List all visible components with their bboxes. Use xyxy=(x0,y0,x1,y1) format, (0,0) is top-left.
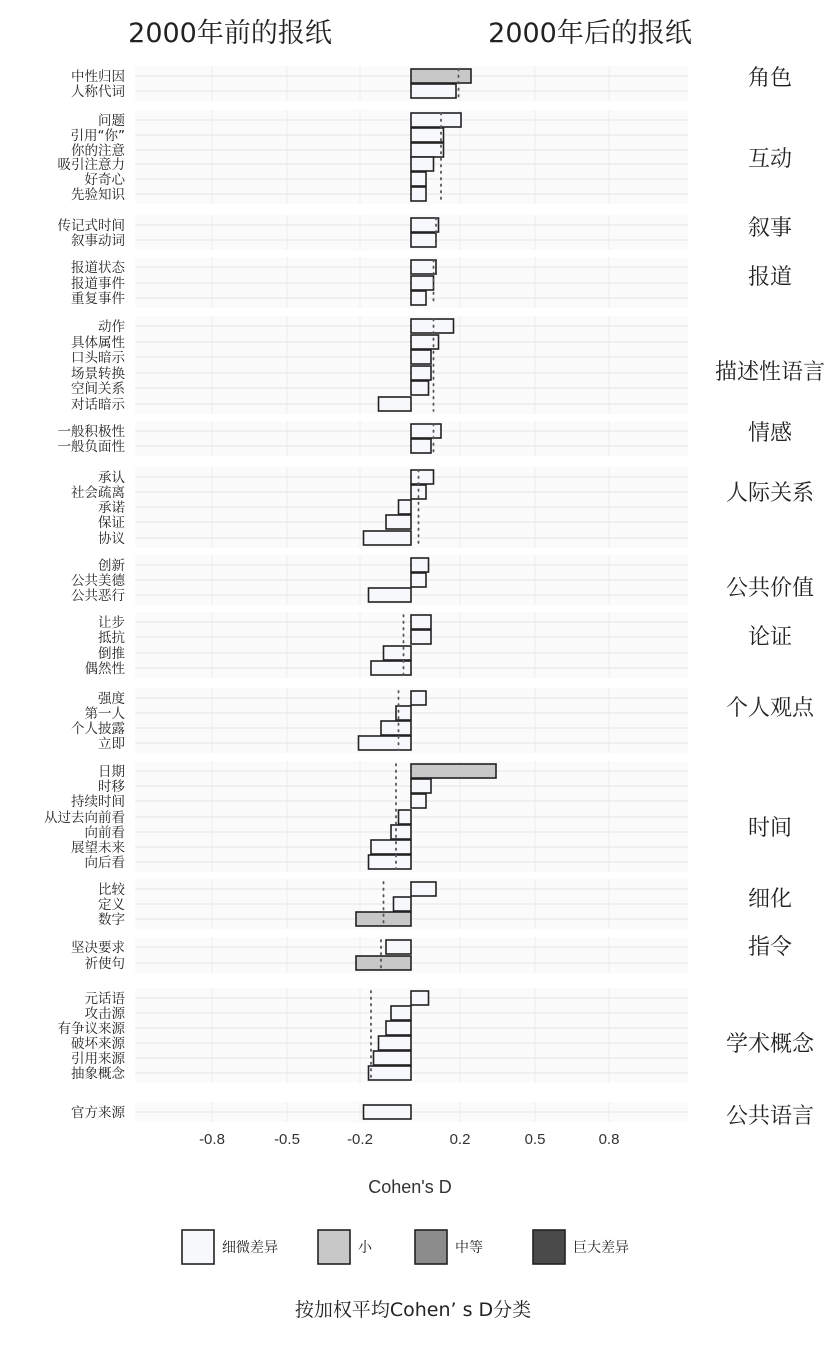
bar xyxy=(411,779,431,793)
bar xyxy=(411,764,496,778)
bar xyxy=(399,810,412,824)
bar xyxy=(411,113,461,127)
bar xyxy=(411,424,441,438)
bar-label: 场景转换 xyxy=(71,366,125,382)
group-label: 学术概念 xyxy=(725,1032,815,1057)
group-label: 报道 xyxy=(747,265,793,290)
legend-swatch xyxy=(318,1230,350,1264)
bar-label: 协议 xyxy=(98,531,125,547)
chart-caption: 按加权平均Cohen’ s D分类 xyxy=(294,1299,532,1321)
bar-label: 比较 xyxy=(98,882,125,898)
bar-label: 吸引注意力 xyxy=(57,157,125,173)
group-label: 角色 xyxy=(747,66,793,91)
bar xyxy=(411,233,436,247)
x-tick-label: 0.2 xyxy=(449,1131,471,1148)
group-label: 公共价值 xyxy=(725,576,815,601)
bar xyxy=(369,1066,412,1080)
bar xyxy=(379,1036,412,1050)
bar xyxy=(411,172,426,186)
bar xyxy=(411,470,434,484)
bar xyxy=(399,500,412,514)
bar-label: 重复事件 xyxy=(71,291,125,307)
bar-label: 让步 xyxy=(98,615,125,631)
bar-label: 向后看 xyxy=(84,855,125,871)
bar xyxy=(381,721,411,735)
bar xyxy=(411,218,439,232)
bar-label: 个人披露 xyxy=(71,721,125,737)
group-label: 时间 xyxy=(747,816,793,841)
bar xyxy=(411,291,426,305)
legend-label: 细微差异 xyxy=(222,1240,278,1256)
bar-label: 叙事动词 xyxy=(71,233,125,249)
bar xyxy=(371,840,411,854)
bar-label: 官方来源 xyxy=(71,1105,125,1121)
header-left: 2000年前的报纸 xyxy=(128,18,332,49)
bar-label: 倒推 xyxy=(98,646,125,662)
bar xyxy=(411,882,436,896)
legend-label: 小 xyxy=(358,1240,372,1256)
group-label: 描述性语言 xyxy=(714,360,826,385)
bar xyxy=(369,855,412,869)
bar-label: 社会疏离 xyxy=(71,485,125,501)
bar-label: 先验知识 xyxy=(71,187,125,203)
group-label: 人际关系 xyxy=(725,481,815,506)
bar-label: 中性归因 xyxy=(71,69,125,85)
bar-label: 创新 xyxy=(98,558,125,574)
bar xyxy=(371,661,411,675)
bar xyxy=(411,187,426,201)
bar xyxy=(411,573,426,587)
bar-label: 偶然性 xyxy=(84,661,125,677)
bar-label: 抵抗 xyxy=(98,630,125,646)
bar-label: 报道状态 xyxy=(71,260,125,276)
bar xyxy=(394,897,412,911)
legend-swatch xyxy=(533,1230,565,1264)
bar-label: 公共美德 xyxy=(71,573,125,589)
bar-label: 坚决要求 xyxy=(71,940,125,956)
bar-label: 一般负面性 xyxy=(57,439,125,455)
bar xyxy=(384,646,412,660)
bar xyxy=(391,1006,411,1020)
bar-label: 有争议来源 xyxy=(57,1021,125,1037)
bar xyxy=(379,397,412,411)
bar xyxy=(411,84,456,98)
bar xyxy=(386,940,411,954)
legend-swatch xyxy=(182,1230,214,1264)
bar-label: 传记式时间 xyxy=(57,218,125,234)
bar xyxy=(411,381,429,395)
bar-label: 向前看 xyxy=(84,825,125,841)
legend-label: 中等 xyxy=(455,1240,483,1256)
bar xyxy=(411,991,429,1005)
bar-label: 人称代词 xyxy=(71,84,125,100)
bar xyxy=(411,128,444,142)
bar-label: 承认 xyxy=(98,470,125,486)
bar-label: 破坏来源 xyxy=(71,1036,125,1052)
bar xyxy=(411,691,426,705)
bar xyxy=(386,1021,411,1035)
bar xyxy=(386,515,411,529)
bar xyxy=(411,143,444,157)
bar xyxy=(411,439,431,453)
bar xyxy=(411,630,431,644)
bar-label: 承诺 xyxy=(98,500,125,516)
bar-label: 第一人 xyxy=(84,706,125,722)
bar xyxy=(411,260,436,274)
x-axis-label: Cohen's D xyxy=(368,1177,452,1197)
bar xyxy=(411,350,431,364)
bar-label: 引用来源 xyxy=(71,1051,125,1067)
bar xyxy=(411,558,429,572)
bar xyxy=(356,956,411,970)
bar xyxy=(369,588,412,602)
x-tick-label: 0.5 xyxy=(524,1131,546,1148)
bar xyxy=(411,69,471,83)
group-label: 情感 xyxy=(747,421,793,446)
group-label: 论证 xyxy=(747,625,793,650)
bar-label: 保证 xyxy=(98,515,125,531)
bar xyxy=(411,335,439,349)
bar-label: 从过去向前看 xyxy=(44,810,125,826)
group-label: 公共语言 xyxy=(725,1104,815,1129)
bar xyxy=(411,319,454,333)
bar-label: 具体属性 xyxy=(71,335,125,351)
bar xyxy=(391,825,411,839)
bar xyxy=(411,157,434,171)
legend-label: 巨大差异 xyxy=(573,1240,629,1256)
x-tick-label: -0.2 xyxy=(347,1131,373,1148)
header-right: 2000年后的报纸 xyxy=(488,18,692,49)
bar-label: 好奇心 xyxy=(84,172,125,188)
x-tick-label: -0.8 xyxy=(199,1131,225,1148)
bar-label: 定义 xyxy=(98,897,125,913)
x-tick-label: -0.5 xyxy=(274,1131,300,1148)
bar-label: 口头暗示 xyxy=(71,350,125,366)
bar-label: 强度 xyxy=(98,691,125,707)
bar-label: 一般积极性 xyxy=(57,424,125,440)
bar xyxy=(364,1105,412,1119)
bar-label: 动作 xyxy=(98,319,125,335)
bar-label: 对话暗示 xyxy=(71,397,125,413)
legend-swatch xyxy=(415,1230,447,1264)
bar-label: 数字 xyxy=(98,912,125,928)
group-label: 叙事 xyxy=(747,216,793,241)
bar-label: 问题 xyxy=(98,113,125,129)
bar-label: 空间关系 xyxy=(71,381,125,397)
bar-label: 攻击源 xyxy=(84,1006,125,1022)
bar xyxy=(374,1051,412,1065)
bar xyxy=(411,276,434,290)
bar-label: 你的注意 xyxy=(71,143,125,159)
bar xyxy=(411,794,426,808)
bar-label: 持续时间 xyxy=(71,794,125,810)
bar xyxy=(364,531,412,545)
group-label: 细化 xyxy=(747,887,793,912)
bar-label: 抽象概念 xyxy=(71,1066,125,1082)
bar-label: 立即 xyxy=(98,736,125,752)
group-label: 个人观点 xyxy=(725,696,815,721)
group-label: 互动 xyxy=(747,147,793,172)
bar xyxy=(411,366,431,380)
bar-label: 日期 xyxy=(98,764,125,780)
bar-label: 报道事件 xyxy=(71,276,125,292)
bar-label: 引用“你” xyxy=(70,128,125,144)
group-label: 指令 xyxy=(747,935,793,960)
bar-label: 祈使句 xyxy=(84,956,125,972)
bar xyxy=(411,615,431,629)
x-tick-label: 0.8 xyxy=(598,1131,620,1148)
bar-label: 时移 xyxy=(98,779,125,795)
bar-label: 公共恶行 xyxy=(71,588,125,604)
bar-label: 展望未来 xyxy=(71,840,125,856)
bar-label: 元话语 xyxy=(84,991,125,1007)
bar xyxy=(359,736,412,750)
